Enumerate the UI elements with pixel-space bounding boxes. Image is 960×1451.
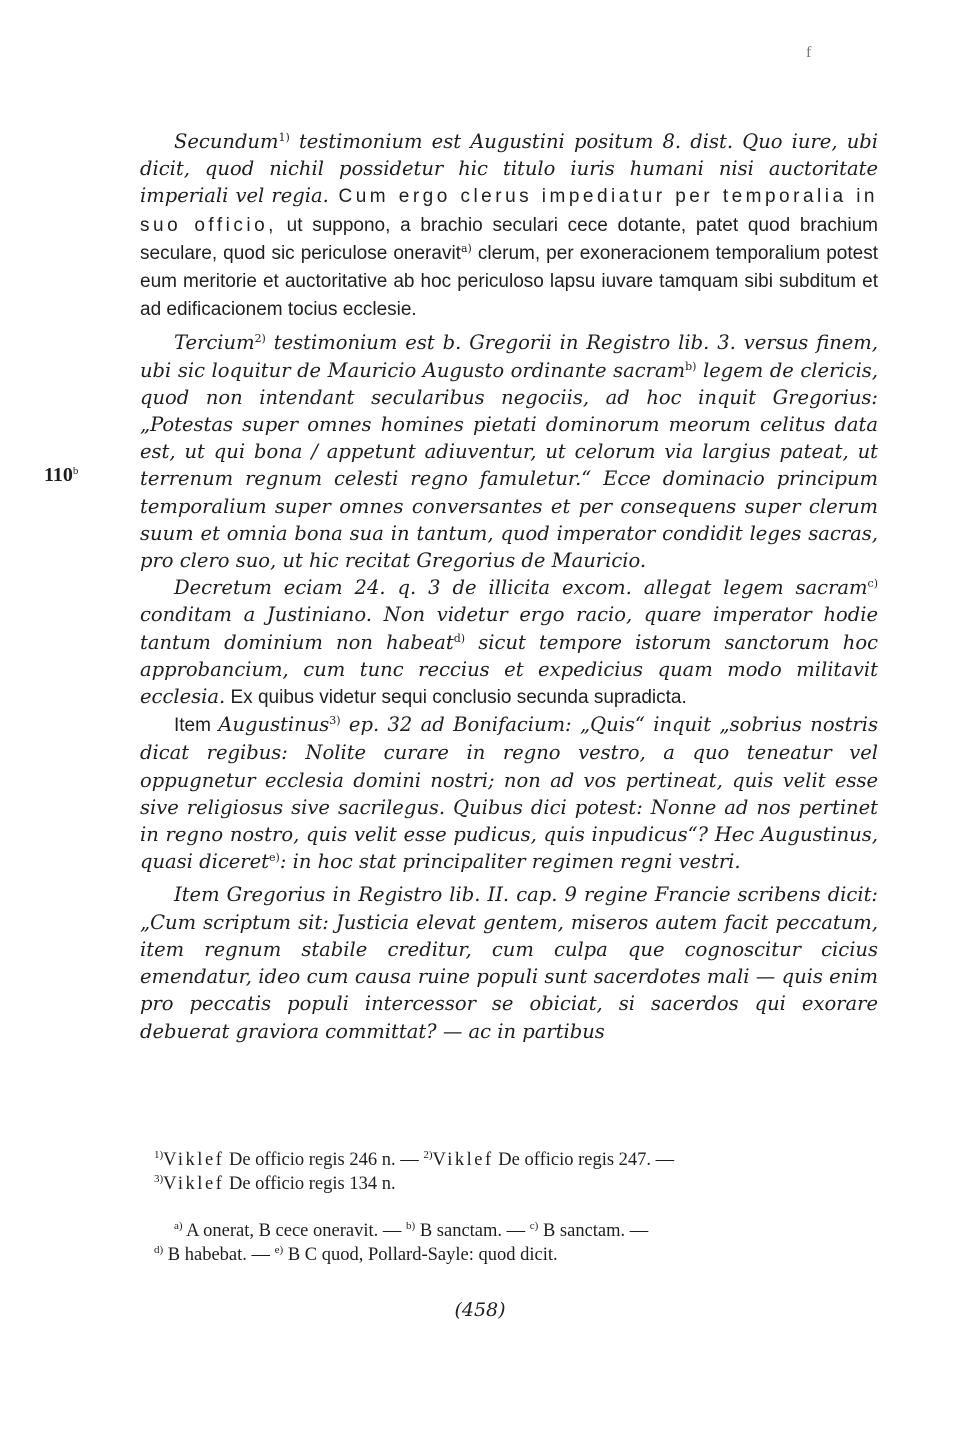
source-footnotes [154, 1148, 878, 1196]
variant-number-d: d) [154, 1244, 164, 1256]
variant-text-d: B habebat. — [163, 1245, 275, 1265]
footnote-number-1: 1) [154, 1149, 164, 1161]
p4-italic-c: : in hoc stat principaliter regimen regni vestri. [279, 850, 741, 874]
p3-italic-c: sicut tempore istorum sanctorum hoc approbancium, cum tunc reccius et expedicius quam modo militavit ecclesia. [140, 630, 878, 709]
variant-line-2 [154, 1243, 878, 1267]
variant-text-a: A onerat, B cece oneravit. — [182, 1221, 407, 1241]
p3-roman: Ex quibus videtur sequi conclusio secunda supradicta. [225, 687, 687, 709]
footnote-ref-2: 2) [254, 332, 266, 346]
p1-roman-a: ut suppono, a brachio seculari cece dotante, patet quod brachium seculare, quod sic periculose oneravit [140, 214, 879, 264]
variant-ref-c: c) [867, 577, 878, 591]
p2-italic-a: Tercium [174, 331, 255, 355]
p1-italic-a: Secundum [174, 130, 279, 153]
p1-italic-b: testimonium est Augustini positum 8. dist. Quo iure, ubi dicit, quod nichil possidetur hic titulo iuris humani nisi auctoritate imperiali vel regia. [140, 130, 878, 208]
margin-folio-reference [44, 464, 78, 487]
footnote-number-2: 2) [423, 1149, 433, 1161]
p1-spaced-text: Cum ergo clerus impediatur per temporalia in suo officio, [140, 186, 878, 236]
variant-apparatus [154, 1219, 878, 1267]
p2-italic-b: testimonium est b. Gregorii in Registro lib. 3. versus finem, ubi sic loquitur de Mauricio Augusto ordinante sacram [140, 331, 878, 382]
footnote-author-1: Viklef [163, 1150, 225, 1170]
paragraph-secundum [140, 128, 878, 323]
p1-roman-b: clerum, per exoneracionem temporalium potest eum meritorie et auctoritative ab hoc periculoso lapsu iuvare tamquam sibi subditum et ad edificacionem tocius ecclesie. [140, 242, 878, 321]
variant-number-c: c) [529, 1220, 539, 1232]
p2-italic-c: legem de clericis, quod non intendant secularibus negociis, ad hoc inquit Gregorius: „Potestas super omnes homines pietati dominorum meorum celitus data est, ut qui bona / appetunt adiuventur, ut celorum via largius pateat, ut terrenum regnum celesti regno famuletur.“ Ecce dominacio principum temporalium super omnes conversantes et per consequens super clerum suum et omnia bona sua in tantum, quod imperator condidit leges sacras, pro clero suo, ut hic recitat Gregorius de Mauricio. [140, 358, 879, 573]
variant-text-c: B sanctam. — [538, 1221, 649, 1241]
stray-mark: f [806, 44, 812, 61]
paragraph-decretum [140, 574, 878, 711]
footnote-text-3: De officio regis 134 n. [224, 1174, 396, 1194]
p3-italic-b: conditam a Justiniano. Non videtur ergo racio, quare imperator hodie tantum dominium non habeat [140, 603, 878, 654]
p4-italic-a: Augustinus [218, 713, 330, 737]
variant-number-b: b) [406, 1220, 416, 1232]
footnote-author-3: Viklef [163, 1174, 225, 1194]
paragraph-augustinus [140, 711, 878, 875]
p4-roman: Item [174, 715, 219, 737]
footnote-text-1: De officio regis 246 n. — [224, 1150, 424, 1170]
variant-text-e: B C quod, Pollard-Sayle: quod dicit. [283, 1245, 558, 1265]
main-text [140, 128, 878, 1045]
paragraph-tercium [140, 329, 878, 574]
footnote-ref-1: 1) [278, 131, 290, 144]
variant-line-1 [154, 1219, 878, 1243]
footnote-number-3: 3) [154, 1173, 164, 1185]
variant-number-a: a) [174, 1220, 183, 1232]
footnote-author-2: Viklef [432, 1150, 494, 1170]
p4-italic-b: ep. 32 ad Bonifacium: „Quis“ inquit „sobrius nostris dicat regibus: Nolite curare in regno vestro, a quo teneatur vel oppugnetur ecclesia domini nostri; non ad vos pertineat, quis velit esse sive religiosus sive sacrilegus. Quibus dici potest: Nonne ad nos pertinet in regno nostro, quis velit esse pudicus, quis inpudicus“? Hec Augustinus, quasi diceret [140, 713, 878, 874]
variant-ref-b: b) [685, 359, 697, 373]
footnote-line-1 [154, 1148, 878, 1172]
footnote-text-2: De officio regis 247. — [493, 1150, 675, 1170]
variant-text-b: B sanctam. — [415, 1221, 530, 1241]
p3-italic-a: Decretum eciam 24. q. 3 de illicita excom. allegat legem sacram [174, 576, 868, 600]
variant-ref-d: d) [453, 631, 466, 645]
margin-folio-side: b [72, 465, 79, 477]
page-number: (458) [454, 1299, 506, 1321]
footnote-ref-3: 3) [329, 714, 341, 728]
p5-italic: Item Gregorius in Registro lib. II. cap. 9 regine Francie scribens dicit: „Cum scriptum sit: Justicia elevat gentem, miseros autem facit peccatum, item regnum stabile creditur, cum culpa que cognoscitur cicius emendatur, ideo cum causa ruine populi sunt sacerdotes mali — quis enim pro peccatis populi intercessor se obiciat, si sacerdos qui exorare debuerat graviora committat? — ac in partibus [140, 883, 878, 1043]
variant-number-e: e) [274, 1244, 284, 1256]
variant-ref-e: e) [269, 851, 280, 865]
margin-folio-number: 110 [44, 464, 73, 486]
variant-ref-a: a) [460, 241, 472, 255]
footnote-line-2 [154, 1172, 878, 1196]
paragraph-gregorius [140, 881, 878, 1044]
